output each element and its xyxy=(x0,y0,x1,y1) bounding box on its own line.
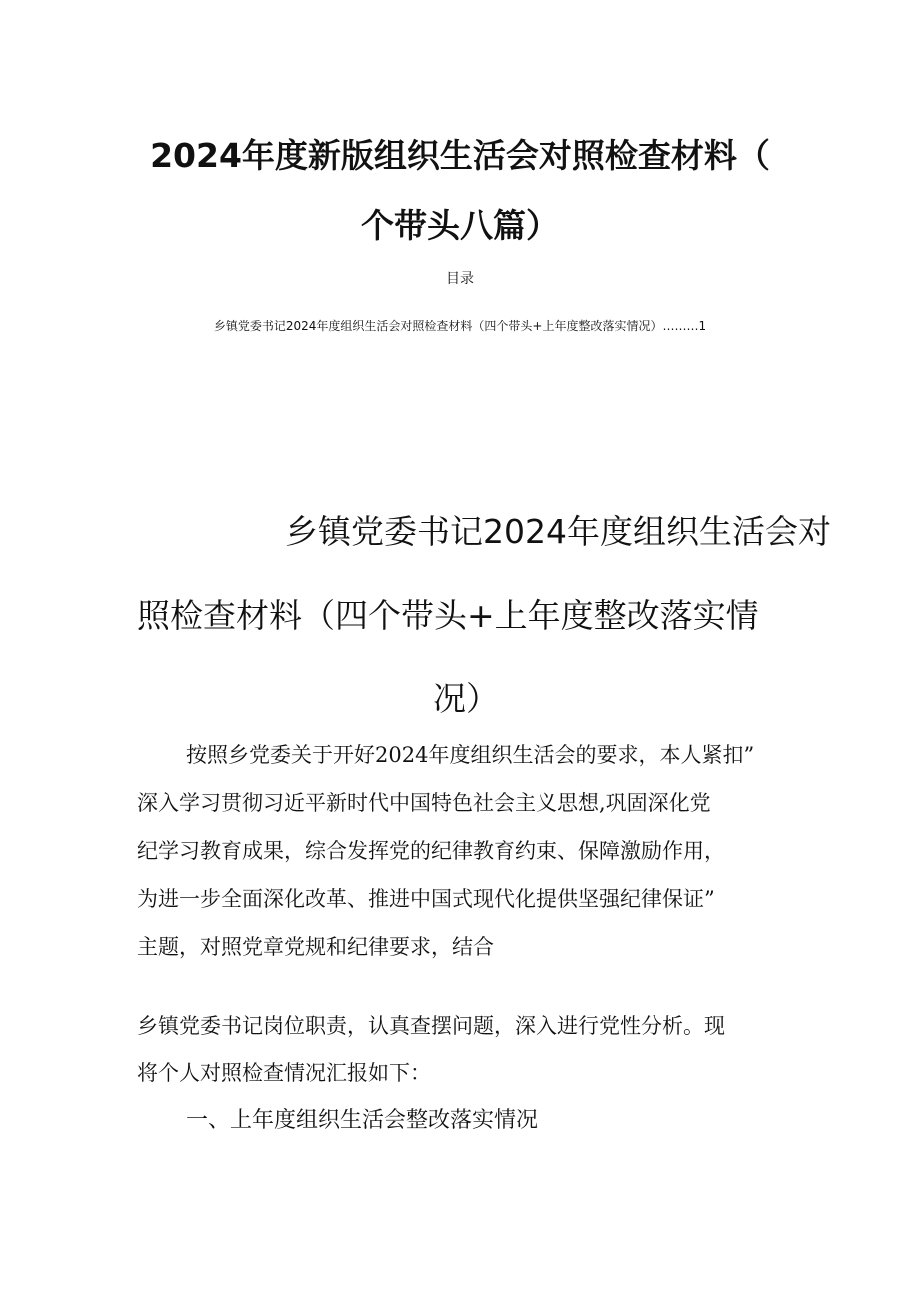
paragraph-1-line-5: 主题，对照党章党规和纪律要求，结合 xyxy=(137,935,494,959)
toc-heading: 目录 xyxy=(446,271,474,287)
document-title-line-2: 个带头八篇） xyxy=(361,206,559,245)
paragraph-1-line-1: 按照乡党委关于开好2024年度组织生活会的要求，本人紧扣” xyxy=(186,743,755,767)
toc-entry-text: 乡镇党委书记2024年度组织生活会对照检查材料（四个带头+上年度整改落实情况）… xyxy=(213,319,675,333)
section-title-line-2: 照检查材料（四个带头+上年度整改落实情 xyxy=(137,596,759,635)
document-title-line-1: 2024年度新版组织生活会对照检查材料（ xyxy=(150,136,770,175)
subheading-1: 一、上年度组织生活会整改落实情况 xyxy=(186,1108,539,1133)
paragraph-2-line-1: 乡镇党委书记岗位职责，认真查摆问题，深入进行党性分析。现 xyxy=(137,1014,725,1038)
toc-entry-page: ……1 xyxy=(674,319,707,333)
toc-entry[interactable] xyxy=(0,317,920,334)
paragraph-2-line-2: 将个人对照检查情况汇报如下： xyxy=(137,1061,431,1085)
paragraph-1-line-2: 深入学习贯彻习近平新时代中国特色社会主义思想,巩固深化党 xyxy=(137,791,711,815)
section-title-line-1: 乡镇党委书记2024年度组织生活会对 xyxy=(285,512,831,551)
paragraph-1-line-3: 纪学习教育成果，综合发挥党的纪律教育约束、保障激励作用， xyxy=(137,839,725,863)
section-title-line-3: 况） xyxy=(433,679,499,718)
paragraph-1-line-4: 为进一步全面深化改革、推进中国式现代化提供坚强纪律保证” xyxy=(137,887,715,911)
